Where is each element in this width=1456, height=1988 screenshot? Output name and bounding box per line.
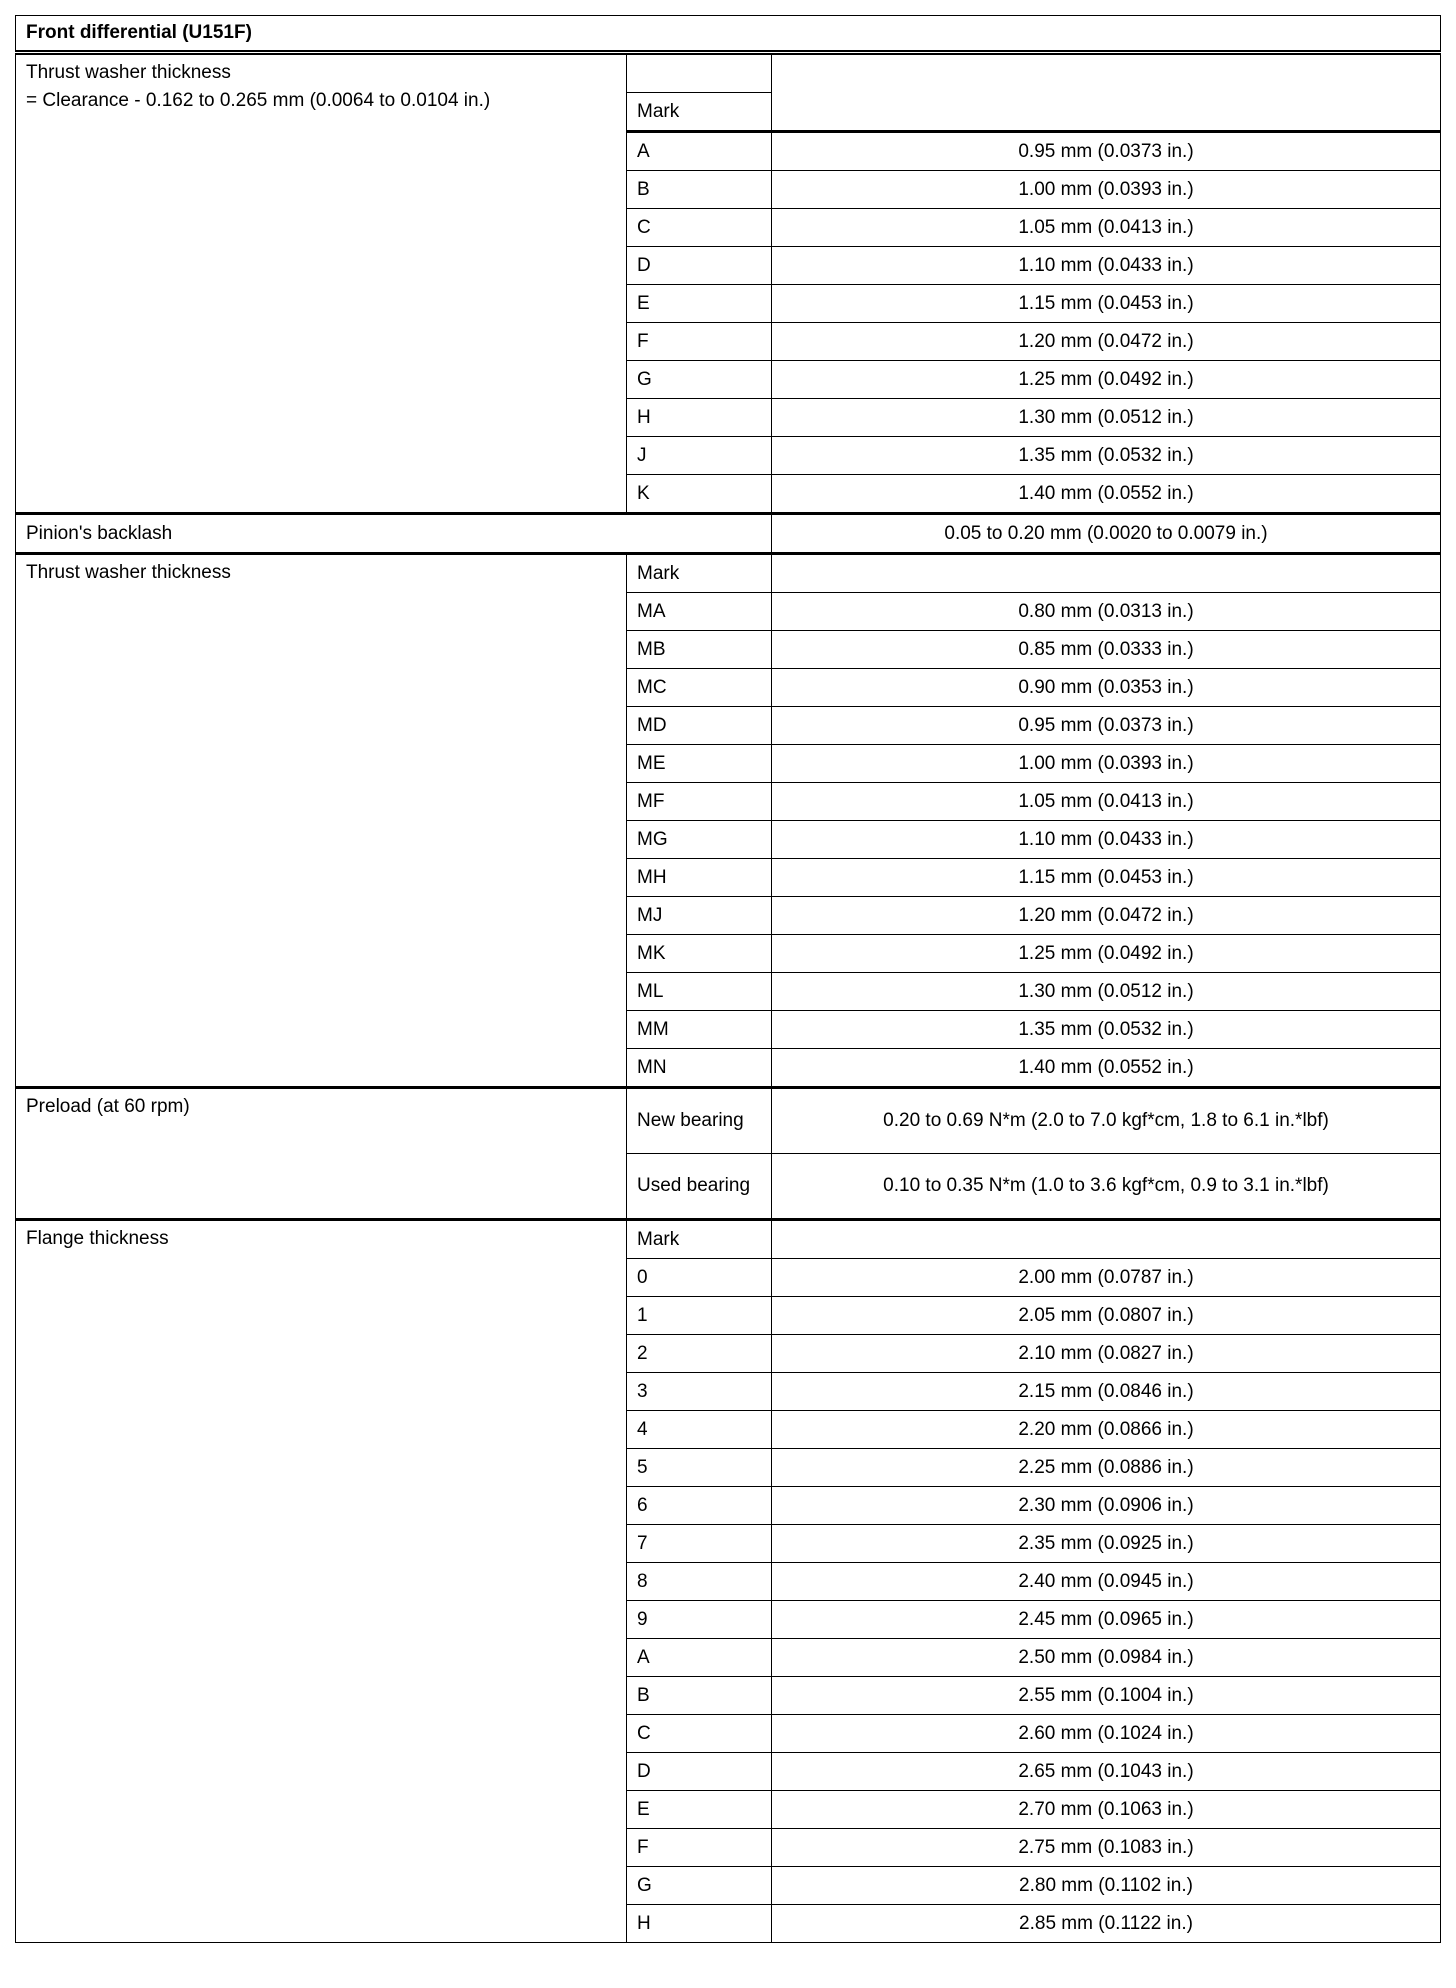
value-cell: 2.50 mm (0.0984 in.) xyxy=(772,1639,1441,1677)
value-cell: 0.85 mm (0.0333 in.) xyxy=(772,631,1441,669)
mark-cell: K xyxy=(627,475,772,514)
mark-cell: 3 xyxy=(627,1373,772,1411)
value-cell: 2.70 mm (0.1063 in.) xyxy=(772,1791,1441,1829)
mark-cell: B xyxy=(627,171,772,209)
value-cell: 1.30 mm (0.0512 in.) xyxy=(772,399,1441,437)
value-cell: 1.30 mm (0.0512 in.) xyxy=(772,973,1441,1011)
mark-cell: 7 xyxy=(627,1525,772,1563)
mark-cell: MN xyxy=(627,1049,772,1088)
mark-cell: H xyxy=(627,1905,772,1943)
mark-cell: D xyxy=(627,247,772,285)
mark-cell: D xyxy=(627,1753,772,1791)
section-label: Pinion's backlash xyxy=(16,514,772,554)
value-cell: 2.05 mm (0.0807 in.) xyxy=(772,1297,1441,1335)
value-cell: 2.35 mm (0.0925 in.) xyxy=(772,1525,1441,1563)
mark-cell: MM xyxy=(627,1011,772,1049)
value-cell: 1.10 mm (0.0433 in.) xyxy=(772,821,1441,859)
mark-cell: F xyxy=(627,1829,772,1867)
title-row xyxy=(16,16,1441,53)
label-line: = Clearance - 0.162 to 0.265 mm (0.0064 to 0.0104 in.) xyxy=(26,90,491,111)
value-cell: 2.60 mm (0.1024 in.) xyxy=(772,1715,1441,1753)
mark-cell: ME xyxy=(627,745,772,783)
mark-header: Mark xyxy=(627,1220,772,1259)
mark-cell: ML xyxy=(627,973,772,1011)
blank-cell xyxy=(627,53,772,93)
value-cell: 2.30 mm (0.0906 in.) xyxy=(772,1487,1441,1525)
value-cell: 2.55 mm (0.1004 in.) xyxy=(772,1677,1441,1715)
value-cell: 1.35 mm (0.0532 in.) xyxy=(772,437,1441,475)
spec-table xyxy=(15,15,1441,1943)
value-cell: 2.65 mm (0.1043 in.) xyxy=(772,1753,1441,1791)
mark-cell: 0 xyxy=(627,1259,772,1297)
value-cell: 0.05 to 0.20 mm (0.0020 to 0.0079 in.) xyxy=(772,514,1441,554)
value-cell: 1.20 mm (0.0472 in.) xyxy=(772,897,1441,935)
mark-cell: MA xyxy=(627,593,772,631)
mark-cell: 8 xyxy=(627,1563,772,1601)
mark-cell: H xyxy=(627,399,772,437)
value-cell: 0.95 mm (0.0373 in.) xyxy=(772,707,1441,745)
value-cell: 1.00 mm (0.0393 in.) xyxy=(772,745,1441,783)
mark-header: Mark xyxy=(627,93,772,132)
section-label: Thrust washer thickness xyxy=(16,554,627,1088)
blank-cell xyxy=(772,53,1441,132)
mark-cell: MH xyxy=(627,859,772,897)
mark-cell: MB xyxy=(627,631,772,669)
value-cell: 1.05 mm (0.0413 in.) xyxy=(772,783,1441,821)
mark-cell: MD xyxy=(627,707,772,745)
mark-cell: MG xyxy=(627,821,772,859)
value-cell: 2.75 mm (0.1083 in.) xyxy=(772,1829,1441,1867)
value-cell: 1.40 mm (0.0552 in.) xyxy=(772,475,1441,514)
value-cell: 2.00 mm (0.0787 in.) xyxy=(772,1259,1441,1297)
value-cell: 0.90 mm (0.0353 in.) xyxy=(772,669,1441,707)
mark-cell: C xyxy=(627,209,772,247)
mark-cell: 6 xyxy=(627,1487,772,1525)
mark-cell: G xyxy=(627,1867,772,1905)
mark-cell: E xyxy=(627,1791,772,1829)
value-cell: 1.00 mm (0.0393 in.) xyxy=(772,171,1441,209)
section-label: Flange thickness xyxy=(16,1220,627,1943)
bearing-type: New bearing xyxy=(627,1088,772,1154)
bearing-type: Used bearing xyxy=(627,1154,772,1220)
section-label: Preload (at 60 rpm) xyxy=(16,1088,627,1220)
mark-cell: J xyxy=(627,437,772,475)
table-row xyxy=(16,1220,1441,1259)
mark-cell: G xyxy=(627,361,772,399)
table-row xyxy=(16,53,1441,93)
value-cell: 1.15 mm (0.0453 in.) xyxy=(772,859,1441,897)
table-row xyxy=(16,1088,1441,1154)
value-cell: 1.40 mm (0.0552 in.) xyxy=(772,1049,1441,1088)
value-cell: 1.25 mm (0.0492 in.) xyxy=(772,935,1441,973)
mark-cell: 2 xyxy=(627,1335,772,1373)
mark-cell: A xyxy=(627,132,772,171)
mark-cell: 5 xyxy=(627,1449,772,1487)
value-cell: 0.20 to 0.69 N*m (2.0 to 7.0 kgf*cm, 1.8 to 6.1 in.*lbf) xyxy=(772,1088,1441,1154)
value-cell: 1.20 mm (0.0472 in.) xyxy=(772,323,1441,361)
mark-header: Mark xyxy=(627,554,772,593)
value-cell: 0.10 to 0.35 N*m (1.0 to 3.6 kgf*cm, 0.9 to 3.1 in.*lbf) xyxy=(772,1154,1441,1220)
value-cell: 2.15 mm (0.0846 in.) xyxy=(772,1373,1441,1411)
section-label xyxy=(16,53,627,514)
value-cell: 2.10 mm (0.0827 in.) xyxy=(772,1335,1441,1373)
value-cell: 1.10 mm (0.0433 in.) xyxy=(772,247,1441,285)
mark-cell: 1 xyxy=(627,1297,772,1335)
value-cell: 1.35 mm (0.0532 in.) xyxy=(772,1011,1441,1049)
mark-cell: 4 xyxy=(627,1411,772,1449)
value-cell: 2.85 mm (0.1122 in.) xyxy=(772,1905,1441,1943)
mark-cell: 9 xyxy=(627,1601,772,1639)
table-row xyxy=(16,514,1441,554)
value-cell: 2.40 mm (0.0945 in.) xyxy=(772,1563,1441,1601)
mark-cell: MC xyxy=(627,669,772,707)
value-cell: 1.05 mm (0.0413 in.) xyxy=(772,209,1441,247)
mark-cell: B xyxy=(627,1677,772,1715)
table-row xyxy=(16,554,1441,593)
value-cell: 0.80 mm (0.0313 in.) xyxy=(772,593,1441,631)
table-title: Front differential (U151F) xyxy=(16,16,1441,53)
blank-cell xyxy=(772,554,1441,593)
mark-cell: C xyxy=(627,1715,772,1753)
value-cell: 2.20 mm (0.0866 in.) xyxy=(772,1411,1441,1449)
mark-cell: A xyxy=(627,1639,772,1677)
mark-cell: F xyxy=(627,323,772,361)
value-cell: 2.25 mm (0.0886 in.) xyxy=(772,1449,1441,1487)
value-cell: 0.95 mm (0.0373 in.) xyxy=(772,132,1441,171)
mark-cell: MK xyxy=(627,935,772,973)
mark-cell: E xyxy=(627,285,772,323)
mark-cell: MJ xyxy=(627,897,772,935)
label-line: Thrust washer thickness xyxy=(26,62,231,83)
blank-cell xyxy=(772,1220,1441,1259)
value-cell: 1.25 mm (0.0492 in.) xyxy=(772,361,1441,399)
value-cell: 2.45 mm (0.0965 in.) xyxy=(772,1601,1441,1639)
mark-cell: MF xyxy=(627,783,772,821)
value-cell: 1.15 mm (0.0453 in.) xyxy=(772,285,1441,323)
value-cell: 2.80 mm (0.1102 in.) xyxy=(772,1867,1441,1905)
